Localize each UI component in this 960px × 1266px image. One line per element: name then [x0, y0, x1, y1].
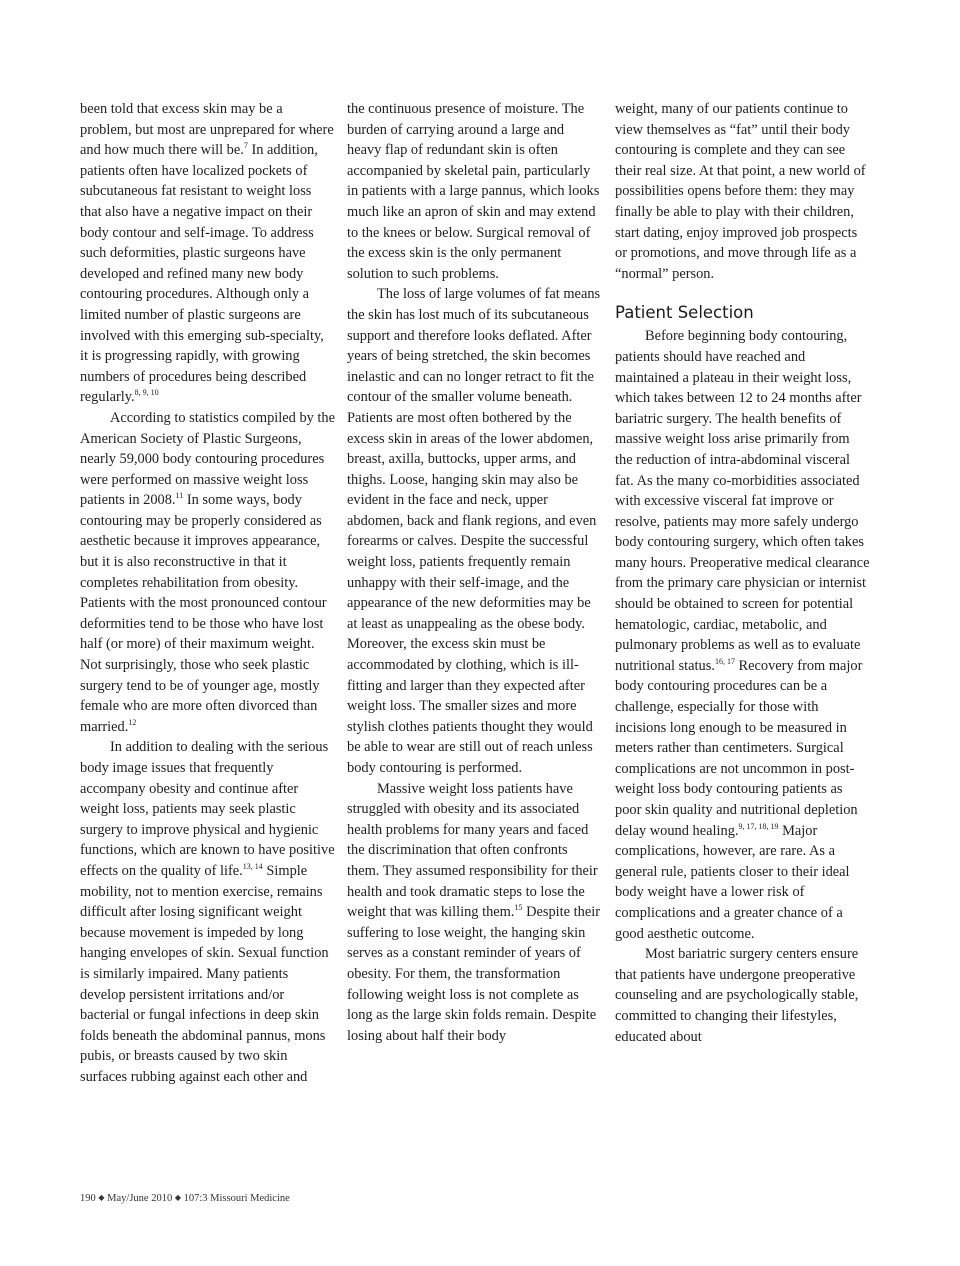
paragraph: The loss of large volumes of fat means the skin has lost much of its subcutaneous support and therefore looks deflated. After years of being stretched, the skin becomes inelastic and can no longer retract to fit the contour of the smaller volume beneath. Patients are most often bothered by the excess skin in areas of the lower abdomen, breast, axilla, buttocks, upper arms, and thighs. Loose, hanging skin may also be evident in the face and neck, upper abdomen, back and flank regions, and even forearms or calves. Despite the successful weight loss, patients frequently remain unhappy with their self-image, and the appearance of the new deformities may be at least as unappealing as the obese body. Moreover, the excess skin must be accommodated by clothing, which is ill-fitting and larger than they expected after weight loss. The smaller sizes and more stylish clothes patients thought they would be able to wear are still out of reach unless body contouring is performed.	[347, 286, 601, 776]
text-column-1	[80, 99, 335, 1088]
paragraph: According to statistics compiled by the American Society of Plastic Surgeons, nearly 59,000 body contouring procedures were performed on massive weight loss patients in 2008.11 In some ways, body contouring may be properly considered as aesthetic because it improves appearance, but it is also reconstructive in that it completes rehabilitation from obesity. Patients with the most pronounced contour deformities tend to be those who have lost half (or more) of their maximum weight. Not surprisingly, those who seek plastic surgery tend to be of younger age, mostly female who are more often divorced than married.$^{12}$	[80, 409, 336, 735]
citation-ref: 12	[128, 718, 137, 728]
paragraph: Massive weight loss patients have struggled with obesity and its associated health problems for many years and faced the discrimination that often confronts them. They assumed responsibility for their health and took dramatic steps to lose the weight that was killing them.$^{15}$ Despite their suffering to lose weight, the hanging skin serves as a constant reminder of years of obesity. For them, the transformation following weight loss is not complete as long as the large skin folds remain. Despite losing about half their body	[347, 780, 600, 1044]
citation-ref: 11	[175, 491, 184, 501]
separator-diamond: ◆	[174, 1193, 181, 1202]
citation-ref: 8, 9, 10	[134, 388, 159, 398]
paragraph: been told that excess skin may be a problem, but most are unprepared for where and how much there will be.$^7$ In addition, patients often have localized pockets of subcutaneous fat resistant to weight loss that also have a negative impact on their body contour and self-image. To address such deformities, plastic surgeons have developed and refined many new body contouring procedures. Although only a limited number of plastic surgeons are involved with this emerging sub-specialty, it is progressing rapidly, with growing numbers of procedures being described regularly.$^{8, 9, 10}$	[80, 101, 334, 406]
text-column-2	[347, 99, 602, 1046]
citation-ref: 7	[243, 141, 248, 151]
paragraph: In addition to dealing with the serious body image issues that frequently accompany obesity and continue after weight loss, patients may seek plastic surgery to improve physical and hygienic functions, which are known to have positive effects on the quality of life.$^{13, 14}$ Simple mobility, not to mention exercise, remains difficult after losing significant weight because movement is impeded by long hanging envelopes of skin. Sexual function is similarly impaired. Many patients develop persistent irritations and/or bacterial or fungal infections in deep skin folds beneath the abdominal pannus, mons pubis, or breasts caused by two skin surfaces rubbing against each other and	[80, 739, 335, 1085]
citation-ref: 15	[514, 903, 523, 913]
paragraph: Before beginning body contouring, patients should have reached and maintained a plateau in their weight loss, which takes between 12 to 24 months after bariatric surgery. The health benefits of massive weight loss arise primarily from the reduction of intra-abdominal visceral fat. As the many co-morbidities associated with excessive visceral fat improve or resolve, patients may more safely undergo body contouring surgery, which often takes many hours. Preoperative medical clearance from the primary care physician or internist should be obtained to screen for potential hematologic, cardiac, metabolic, and pulmonary problems as well as to evaluate nutritional status.$^{16, 17}$ Recovery from major body contouring procedures can be a challenge, especially for those with incisions long enough to be measured in meters rather than centimeters. Surgical complications are not uncommon in post-weight loss body contouring patients as poor skin quality and nutritional depletion delay wound healing.$^{9, 17, 18, 19}$ Major complications, however, are rare. As a general rule, patients closer to their ideal body weight have a lower risk of complications and a greater chance of a good aesthetic outcome.	[615, 328, 870, 942]
journal-volume: 107:3 Missouri Medicine	[183, 1193, 290, 1204]
separator-diamond: ◆	[98, 1193, 105, 1202]
citation-ref: 13, 14	[242, 862, 263, 872]
page-number: 190	[80, 1193, 96, 1204]
page-footer	[80, 1193, 290, 1204]
citation-ref: 9, 17, 18, 19	[738, 821, 779, 831]
paragraph: Most bariatric surgery centers ensure that patients have undergone preoperative counseling and are psychologically stable, committed to changing their lifestyles, educated about	[615, 946, 859, 1045]
citation-ref: 16, 17	[714, 657, 735, 667]
text-column-3	[615, 99, 870, 1047]
issue-date: May/June 2010	[107, 1193, 173, 1204]
paragraph: the continuous presence of moisture. The burden of carrying around a large and heavy flap of redundant skin is often accompanied by skeletal pain, particularly in patients with a large pannus, which looks much like an apron of skin and may extend to the knees or below. Surgical removal of the excess skin is the only permanent solution to such problems.	[347, 101, 600, 282]
section-heading: Patient Selection	[615, 303, 754, 323]
paragraph: weight, many of our patients continue to view themselves as “fat” until their body contouring is complete and they can see their real size. At that point, a new world of possibilities opens before them: they may finally be able to play with their children, start dating, enjoy improved job prospects or promotions, and move through life as a “normal” person.	[615, 101, 866, 282]
